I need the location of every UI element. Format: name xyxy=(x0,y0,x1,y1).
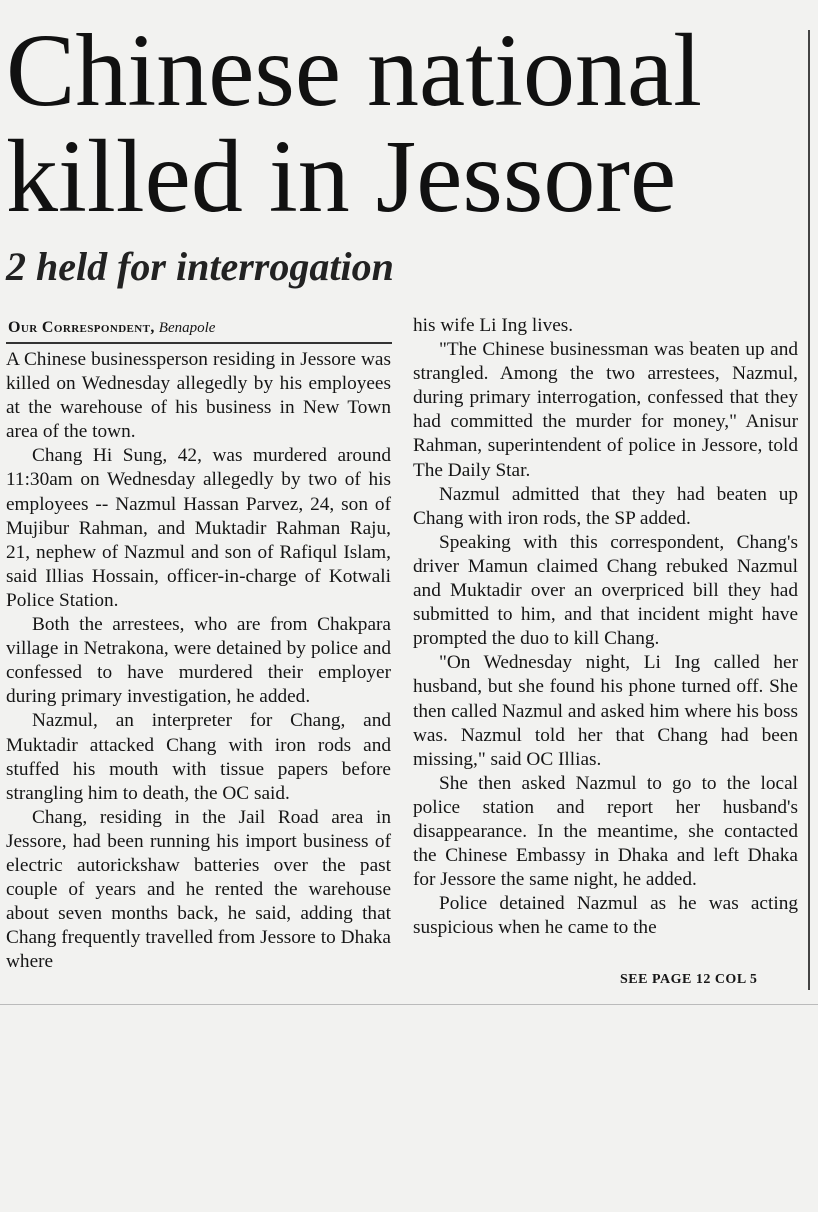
article-column-2 xyxy=(413,314,798,940)
paragraph: She then asked Nazmul to go to the local police station and report her husband's disappearance. In the meantime, she contacted the Chinese Embassy in Dhaka and left Dhaka for Jessore the same night, he added. xyxy=(413,772,798,891)
continued-jump-line: SEE PAGE 12 COL 5 xyxy=(620,972,758,987)
paragraph: Police detained Nazmul as he was acting suspicious when he came to the xyxy=(413,893,798,939)
byline-name: Our Correspondent, xyxy=(8,319,155,336)
paragraph: Speaking with this correspondent, Chang's driver Mamun claimed Chang rebuked Nazmul and Muktadir over an overpriced bill they had submitted to him, and that incident might have prompted the duo to kill Chang. xyxy=(413,531,798,650)
paragraph: A Chinese businessperson residing in Jessore was killed on Wednesday allegedly by his employees at the warehouse of his business in New Town area of the town. xyxy=(6,349,391,443)
paragraph: Both the arrestees, who are from Chakpara village in Netrakona, were detained by police and confessed to have murdered their employer during primary investigation, he added. xyxy=(6,614,391,708)
headline-line-2: killed in Jessore xyxy=(6,119,677,234)
paragraph: Chang, residing in the Jail Road area in Jessore, had been running his import business of electric autorickshaw batteries over the past couple of years and he rented the warehouse about seven months back, he said, adding that Chang frequently travelled from Jessore to Dhaka where xyxy=(6,806,391,973)
page-bottom-rule xyxy=(0,1004,818,1005)
byline xyxy=(8,318,392,338)
byline-location: Benapole xyxy=(158,320,216,336)
paragraph: "On Wednesday night, Li Ing called her husband, but she found his phone turned off. She then called Nazmul and asked him where his boss was. Nazmul told her that Chang had been missing," said OC Illias. xyxy=(413,652,798,770)
paragraph: Chang Hi Sung, 42, was murdered around 11:30am on Wednesday allegedly by two of his employees -- Nazmul Hassan Parvez, 24, son of Mujibur Rahman, and Muktadir Rahman Raju, 21, nephew of Nazmul and son of Rafiqul Islam, said Illias Hossain, officer-in-charge of Kotwali Police Station. xyxy=(6,445,391,611)
article-column-1 xyxy=(6,348,391,974)
column-rule-right xyxy=(808,30,810,990)
paragraph: his wife Li Ing lives. xyxy=(413,315,574,336)
subheadline: 2 held for interrogation xyxy=(6,244,394,289)
headline xyxy=(6,13,806,234)
paragraph: Nazmul, an interpreter for Chang, and Muktadir attacked Chang with iron rods and stuffed his mouth with tissue papers before strangling him to death, the OC said. xyxy=(6,710,391,804)
headline-line-1: Chinese national xyxy=(6,13,703,128)
byline-rule xyxy=(6,342,392,344)
paragraph: "The Chinese businessman was beaten up and strangled. Among the two arrestees, Nazmul, during primary interrogation, confessed that they had committed the murder for money," Anisur Rahman, superintendent of police in Jessore, told The Daily Star. xyxy=(413,339,798,481)
paragraph: Nazmul admitted that they had beaten up Chang with iron rods, the SP added. xyxy=(413,483,798,529)
